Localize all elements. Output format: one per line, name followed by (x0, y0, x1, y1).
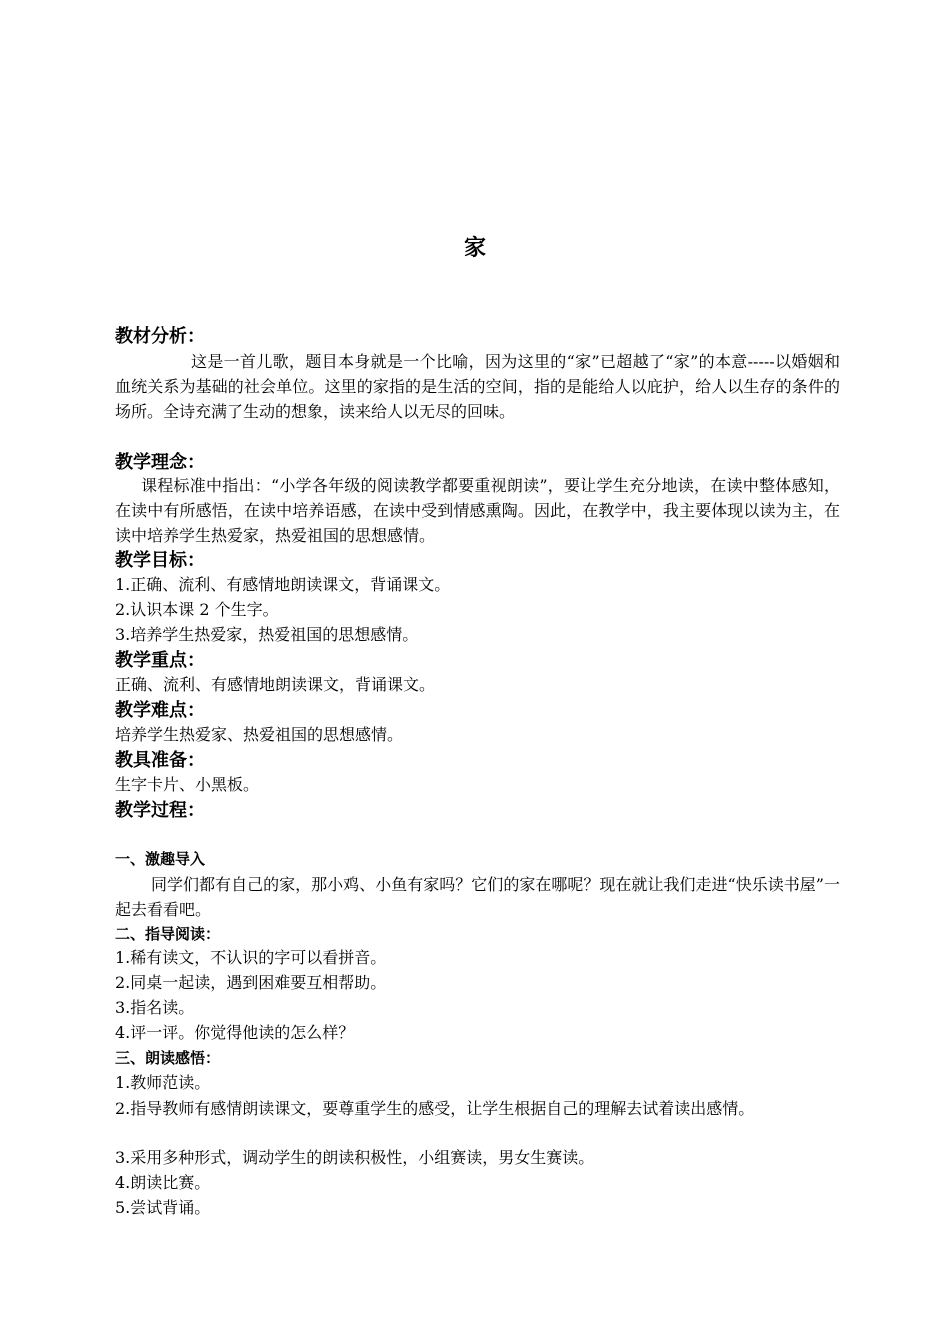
step1-text: 同学们都有自己的家，那小鸡、小鱼有家吗？它们的家在哪呢？现在就让我们走进“快乐读书屋”一起去看看吧。 (115, 875, 840, 919)
step3-item-4: 4.朗读比赛。 (115, 1173, 211, 1192)
step2-item-4: 4.评一评。你觉得他读的怎么样？ (115, 1023, 355, 1042)
analysis-text: 这是一首儿歌，题目本身就是一个比喻，因为这里的“家”已超越了“家”的本意-----以婚姻和血统关系为基础的社会单位。这里的家指的是生活的空间，指的是能给人以庇护，给人以生存的条件的场所。全诗充满了生动的想象，读来给人以无尽的回味。 (115, 352, 840, 421)
analysis-heading: 教材分析： (115, 326, 205, 347)
step3-item-2: 2.指导教师有感情朗读课文，要尊重学生的感受，让学生根据自己的理解去试着读出感情。 (115, 1099, 755, 1118)
key-points-heading: 教学重点： (115, 650, 205, 671)
goal-item-3: 3.培养学生热爱家，热爱祖国的思想感情。 (115, 625, 419, 644)
step2-item-3: 3.指名读。 (115, 998, 195, 1017)
goal-item-1: 1.正确、流利、有感情地朗读课文，背诵课文。 (115, 575, 451, 594)
process-heading: 教学过程： (115, 800, 205, 821)
step3-item-3: 3.采用多种形式，调动学生的朗读积极性，小组赛读，男女生赛读。 (115, 1148, 595, 1167)
philosophy-heading: 教学理念： (115, 452, 205, 473)
philosophy-text: 课程标准中指出：“小学各年级的阅读教学都要重视朗读”，要让学生充分地读，在读中整体感知，在读中有所感悟，在读中培养语感，在读中受到情感熏陶。因此，在教学中，我主要体现以读为主，在读中培养学生热爱家，热爱祖国的思想感情。 (115, 476, 840, 545)
step3-item-5: 5.尝试背诵。 (115, 1198, 211, 1217)
difficulties-heading: 教学难点： (115, 700, 205, 721)
step3-heading: 三、朗读感悟： (115, 1049, 221, 1067)
step3-item-1: 1.教师范读。 (115, 1073, 211, 1092)
step2-item-2: 2.同桌一起读，遇到困难要互相帮助。 (115, 973, 387, 992)
goals-heading: 教学目标： (115, 550, 205, 571)
materials-text: 生字卡片、小黑板。 (115, 775, 260, 794)
step2-item-1: 1.稀有读文，不认识的字可以看拼音。 (115, 948, 387, 967)
goal-item-2: 2.认识本课 2 个生字。 (115, 600, 279, 619)
document-title: 家 (463, 236, 486, 261)
difficulties-text: 培养学生热爱家、热爱祖国的思想感情。 (115, 725, 404, 744)
materials-heading: 教具准备： (115, 750, 205, 771)
step1-heading: 一、激趣导入 (115, 850, 206, 868)
key-points-text: 正确、流利、有感情地朗读课文，背诵课文。 (115, 675, 436, 694)
step2-heading: 二、指导阅读： (115, 925, 221, 943)
